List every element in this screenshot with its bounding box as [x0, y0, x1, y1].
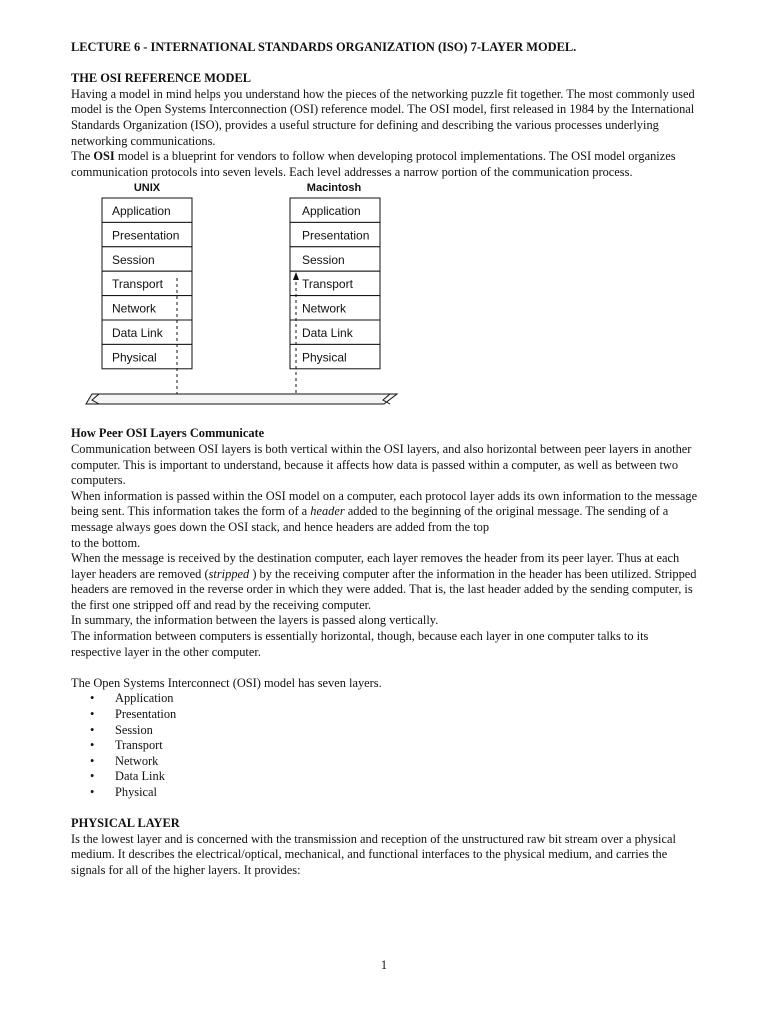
peer-paragraph-2: When information is passed within the OSI model on a computer, each protocol layer adds its own information to the message being sent. This information takes the form of a header added to the beginning of the original message. The sending of a message always goes down the OSI stack, and hence headers are added from the top: [71, 488, 698, 534]
mac-layer-transport: Transport: [302, 277, 353, 292]
layers-list: [71, 691, 701, 800]
data-flow-path: [177, 278, 296, 399]
header-term: header: [310, 504, 345, 519]
list-item: • Transport: [115, 738, 701, 754]
peer-paragraph-1: Communication between OSI layers is both vertical within the OSI layers, and also horizontal between peer layers in another computer. This is important to understand, because it affects how data is passed within a computer, as well as between two computers.: [71, 441, 692, 488]
unix-layer-transport: Transport: [112, 277, 163, 292]
list-item: • Network: [115, 754, 701, 770]
stripped-term: stripped: [208, 566, 250, 581]
unix-layer-presentation: Presentation: [112, 228, 180, 243]
list-item: • Session: [115, 723, 701, 739]
physical-paragraph: Is the lowest layer and is concerned with the transmission and reception of the unstructured raw bit stream over a physical medium. It describes the electrical/optical, mechanical, and functional interfaces to the physical medium, and carries the signals for all of the higher layers. It provides:: [71, 831, 676, 877]
list-item: • Physical: [115, 785, 701, 801]
mac-layer-presentation: Presentation: [302, 228, 370, 243]
unix-layer-physical: Physical: [112, 350, 157, 365]
list-item: • Data Link: [115, 769, 701, 785]
osi-bold-term: OSI: [93, 149, 115, 164]
list-item: • Presentation: [115, 707, 701, 723]
osi-diagram: [0, 180, 640, 426]
layers-intro: The Open Systems Interconnect (OSI) model has seven layers.: [71, 675, 382, 690]
macintosh-stack: [290, 198, 380, 369]
mac-layer-data-link: Data Link: [302, 326, 353, 341]
peer-paragraph-4: In summary, the information between the layers is passed along vertically.: [71, 613, 439, 628]
mac-layer-session: Session: [302, 253, 345, 268]
mac-layer-application: Application: [302, 204, 361, 219]
peer-paragraph-2-tail: to the bottom.: [71, 535, 141, 550]
list-item: • Application: [115, 691, 701, 707]
unix-stack: [102, 198, 192, 369]
unix-layer-session: Session: [112, 253, 155, 268]
unix-layer-application: Application: [112, 204, 171, 219]
peer-paragraph-5: The information between computers is essentially horizontal, though, because each layer in one computer talks to its respective layer in the other computer.: [71, 629, 649, 659]
osi-paragraph-1: Having a model in mind helps you understand how the pieces of the networking puzzle fit together. The most commonly used model is the Open Systems Interconnection (OSI) reference model. The OSI model, first released in 1984 by the International Standards Organization (ISO), provides a useful structure for defining and describing the various processes underlying networking communications.: [71, 86, 695, 148]
osi-heading: THE OSI REFERENCE MODEL: [71, 71, 252, 86]
unix-label: UNIX: [133, 182, 161, 195]
macintosh-label: Macintosh: [306, 182, 362, 195]
unix-layer-network: Network: [112, 301, 157, 316]
mac-layer-network: Network: [302, 301, 347, 316]
unix-layer-data-link: Data Link: [112, 326, 163, 341]
network-cable: [86, 394, 397, 404]
osi-paragraph-2: The OSI model is a blueprint for vendors to follow when developing protocol implementations. The OSI model organizes communication protocols into seven levels. Each level addresses a narrow portion of the communication process.: [71, 149, 676, 179]
mac-layer-physical: Physical: [302, 350, 347, 365]
physical-heading: PHYSICAL LAYER: [71, 816, 180, 831]
document-page: [71, 40, 701, 879]
peer-heading: How Peer OSI Layers Communicate: [71, 426, 265, 441]
peer-paragraph-3: When the message is received by the destination computer, each layer removes the header from its peer layer. Thus at each layer headers are removed (stripped ) by the receiving computer after the information in the header has been utilized. Stripped headers are removed in the reverse order in which they were added. That is, the last header added by the sending computer, is the first one stripped off and read by the receiving computer.: [71, 551, 697, 612]
page-number: 1: [380, 958, 388, 972]
document-title: LECTURE 6 - INTERNATIONAL STANDARDS ORGANIZATION (ISO) 7-LAYER MODEL.: [71, 40, 577, 54]
